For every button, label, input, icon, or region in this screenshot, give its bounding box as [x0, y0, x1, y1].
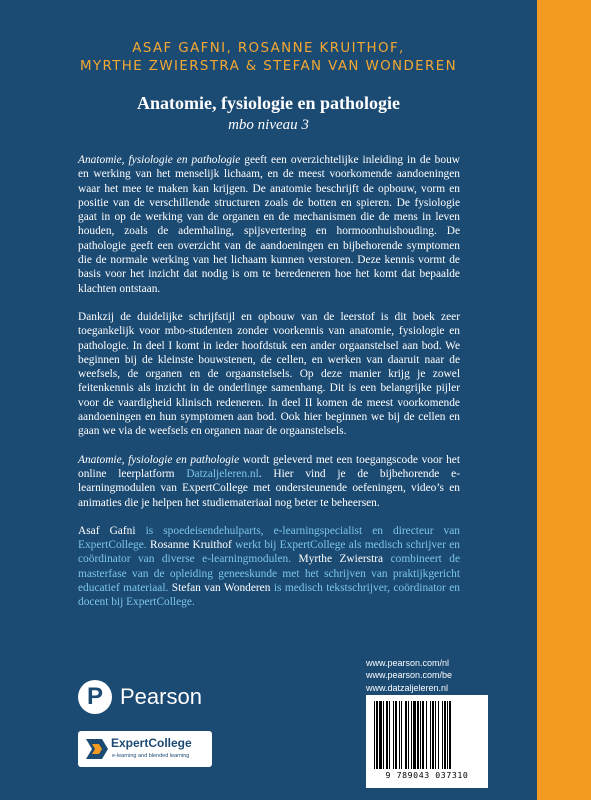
- author-name-3: Myrthe Zwierstra: [298, 553, 384, 566]
- expertcollege-logo: [78, 731, 212, 767]
- intro-text: geeft een overzichtelijke inleiding in de bouw en werking van het menselijk lichaam, en de meest voorkomende aandoeningen waar het mee te maken kan krijgen. De anatomie beschrijft de opbouw, vorm en positie van de verschillende structuren zoals de botten en spieren. De fysiologie gaat in op de werking van de organen en de mechanismen die de mens in leven houden, zoals de ademhaling, spijsvertering en hormoonhuishouding. De pathologie geeft een overzicht van de aandoeningen en bijbehorende symptomen die de normale werking van het lichaam kunnen verstoren. Deze kennis vormt de basis voor het inzicht dat nodig is om te beredeneren hoe het komt dat bepaalde klachten ontstaan.: [78, 154, 460, 295]
- barcode-bar: [422, 701, 424, 769]
- author-name-1: Asaf Gafni: [78, 524, 136, 537]
- platform-link: Datzaljeleren.nl: [186, 467, 259, 480]
- author-bio-1: is spoedeisendehulparts, e-learningspecialist en directeur van ExpertCollege.: [78, 524, 460, 552]
- barcode-bar: [438, 701, 439, 769]
- author-bio-3: combineert de masterfase van de opleiding geneeskunde met het schrijven van praktijkgericht educatief materiaal.: [78, 553, 460, 595]
- book-subtitle: mbo niveau 3: [228, 117, 309, 133]
- expertcollege-name: ExpertCollege: [111, 736, 192, 750]
- barcode-bar: [395, 701, 397, 769]
- barcode-bar: [430, 701, 431, 769]
- barcode-bar: [401, 701, 402, 769]
- author-line-1: ASAF GAFNI, ROSANNE KRUITHOF,: [132, 41, 405, 56]
- barcode-bar: [399, 701, 400, 769]
- platform-title-italic: Anatomie, fysiologie en pathologie: [78, 453, 240, 466]
- url-datzaljeleren: www.datzaljeleren.nl: [366, 682, 449, 693]
- barcode-bar: [444, 701, 446, 769]
- book-title: Anatomie, fysiologie en pathologie: [137, 93, 400, 113]
- pearson-logo-letter: P: [86, 683, 103, 710]
- barcode-bar: [389, 701, 390, 769]
- intro-title-italic: Anatomie, fysiologie en pathologie: [78, 154, 241, 166]
- barcode-bar: [408, 701, 409, 769]
- barcode-bar: [442, 701, 443, 769]
- barcode-bar: [420, 701, 421, 769]
- pearson-wordmark: Pearson: [120, 684, 202, 709]
- pearson-logo: [78, 680, 208, 720]
- author-name-4: Stefan van Wonderen: [171, 582, 271, 595]
- barcode-bar: [435, 701, 436, 769]
- expertcollege-logo-mark: [82, 735, 110, 763]
- barcode-bar: [447, 701, 448, 769]
- platform-text-a: wordt geleverd met een toegangscode voor het online leerplatform: [78, 453, 460, 480]
- barcode-bar: [449, 701, 451, 769]
- paragraph-platform: [78, 453, 460, 510]
- description: [78, 153, 460, 624]
- isbn-barcode: [366, 695, 488, 788]
- barcode-bar: [393, 701, 394, 769]
- paragraph-structure: Dankzij de duidelijke schrijfstijl en opbouw van de leerstof is dit boek zeer toegankelijk voor mbo-studenten zonder voorkennis van anatomie, fysiologie en pathologie. In deel I komt in ieder hoofdstuk een ander orgaanstelsel aan bod. We beginnen bij de kleinste bouwstenen, de cellen, en werken van daaruit naar de weefsels, de organen en de orgaanstelsels. Op deze manier krijg je zowel feitenkennis als inzicht in de onderlinge samenhang. Dit is een belangrijke pijler voor de vaardigheid klinisch redeneren. In deel II komen de meest voorkomende aandoeningen en hun symptomen aan bod. Ook hier beginnen we bij de cellen en gaan we via de weefsels en organen naar de orgaanstelsels.: [78, 310, 460, 438]
- barcode-bar: [413, 701, 416, 769]
- author-name-2: Rosanne Kruithof: [149, 539, 232, 552]
- barcode-bar: [417, 701, 419, 769]
- paragraph-authors: [78, 524, 460, 610]
- barcode-bar: [405, 701, 407, 769]
- barcode-bar: [426, 701, 427, 769]
- author-bio-4: is medisch tekstschrijver, coördinator en docent bij ExpertCollege.: [78, 582, 461, 609]
- barcode-bar: [383, 701, 384, 769]
- author-bio-2: werkt bij ExpertCollege als medisch schrijver en coördinator van diverse e-learningmodulen.: [78, 539, 460, 566]
- author-names: [0, 40, 537, 76]
- platform-text-b: . Hier vind je de bijbehorende e-learningmodulen van ExpertCollege met ondersteunende oefeningen, video’s en animaties die je helpen het studiemateriaal nog beter te beheersen.: [78, 467, 460, 509]
- paragraph-intro: [78, 153, 460, 296]
- expertcollege-tagline: e-learning and blended learning: [112, 753, 190, 759]
- barcode-bar: [379, 701, 382, 769]
- barcode-bar: [386, 701, 388, 769]
- url-pearson-nl: www.pearson.com/nl: [366, 658, 450, 668]
- isbn-number: 9 789043 037310: [385, 770, 469, 780]
- barcode-bars: [374, 701, 480, 769]
- barcode-bar: [432, 701, 434, 769]
- barcode-bar: [374, 701, 375, 769]
- url-pearson-be: www.pearson.com/be: [366, 670, 453, 681]
- orange-spine-strip: [537, 0, 591, 800]
- barcode-bar: [411, 701, 412, 769]
- barcode-bar: [376, 701, 378, 769]
- publisher-urls: [366, 657, 452, 694]
- author-line-2: MYRTHE ZWIERSTRA & STEFAN VAN WONDEREN: [79, 59, 458, 74]
